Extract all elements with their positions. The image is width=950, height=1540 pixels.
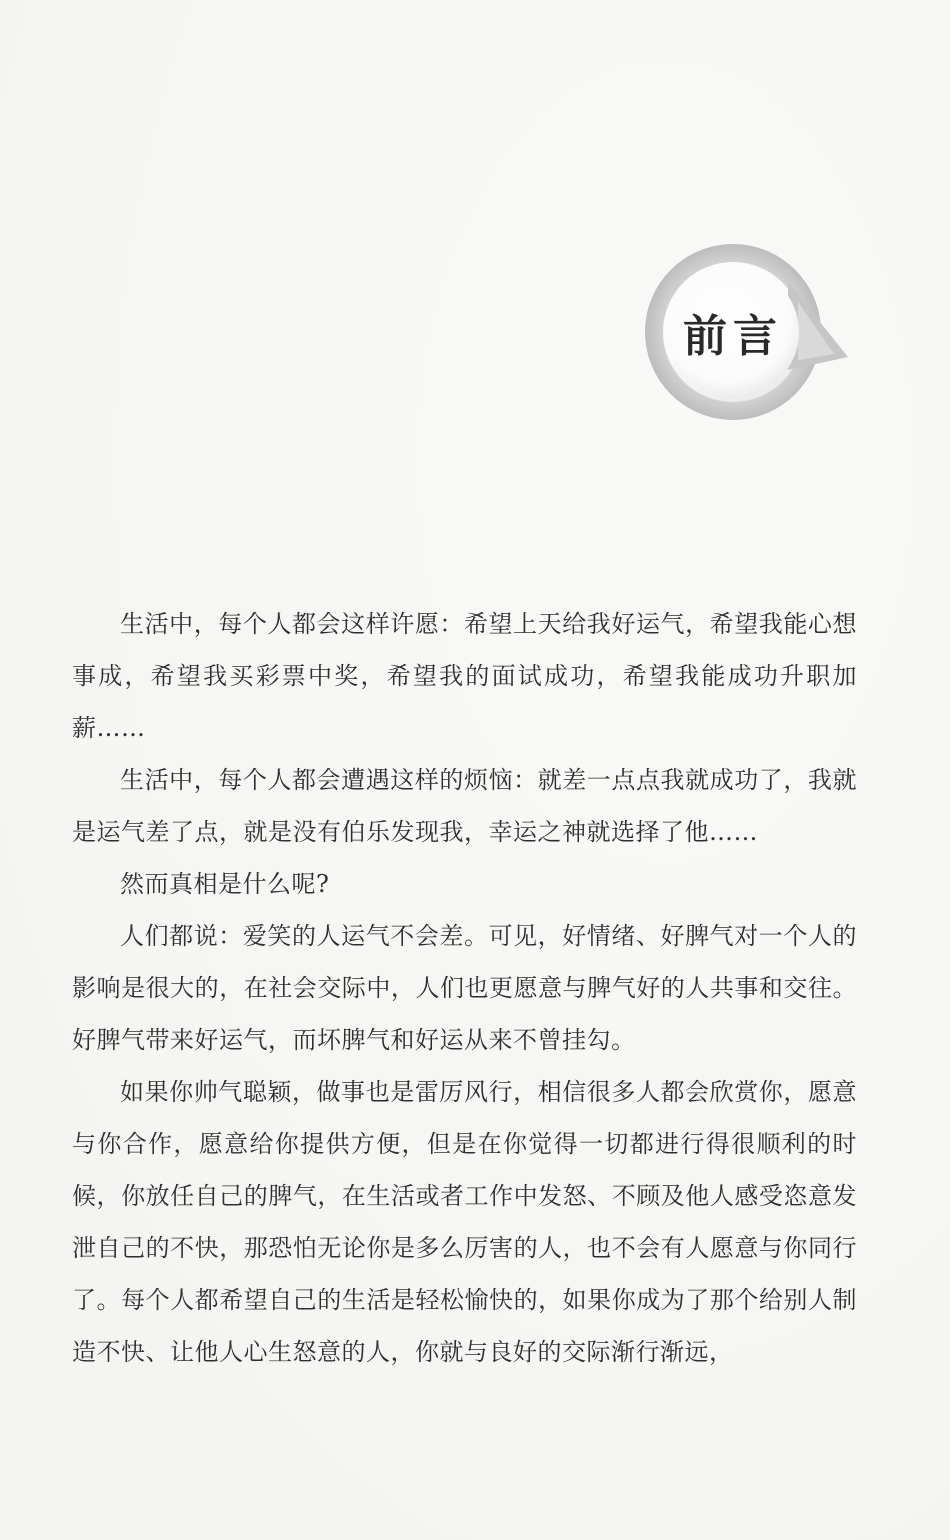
body-text bbox=[72, 598, 857, 1378]
paragraph-5: 如果你帅气聪颖，做事也是雷厉风行，相信很多人都会欣赏你，愿意与你合作，愿意给你提供方便，但是在你觉得一切都进行得很顺利的时候，你放任自己的脾气，在生活或者工作中发怒、不顾及他人感受恣意发泄自己的不快，那恐怕无论你是多么厉害的人，也不会有人愿意与你同行了。每个人都希望自己的生活是轻松愉快的，如果你成为了那个给别人制造不快、让他人心生怒意的人，你就与良好的交际渐行渐远， bbox=[72, 1078, 857, 1366]
chapter-heading-badge bbox=[638, 242, 853, 427]
paragraph-3: 然而真相是什么呢? bbox=[120, 870, 330, 898]
page-title: 前言 bbox=[683, 311, 783, 362]
paragraph-4: 人们都说：爱笑的人运气不会差。可见，好情绪、好脾气对一个人的影响是很大的，在社会交际中，人们也更愿意与脾气好的人共事和交往。好脾气带来好运气，而坏脾气和好运从来不曾挂勾。 bbox=[72, 922, 857, 1054]
paragraph-1: 生活中，每个人都会这样许愿：希望上天给我好运气，希望我能心想事成，希望我买彩票中奖，希望我的面试成功，希望我能成功升职加薪…… bbox=[72, 610, 857, 742]
paragraph-2: 生活中，每个人都会遭遇这样的烦恼：就差一点点我就成功了，我就是运气差了点，就是没有伯乐发现我，幸运之神就选择了他…… bbox=[72, 766, 857, 846]
